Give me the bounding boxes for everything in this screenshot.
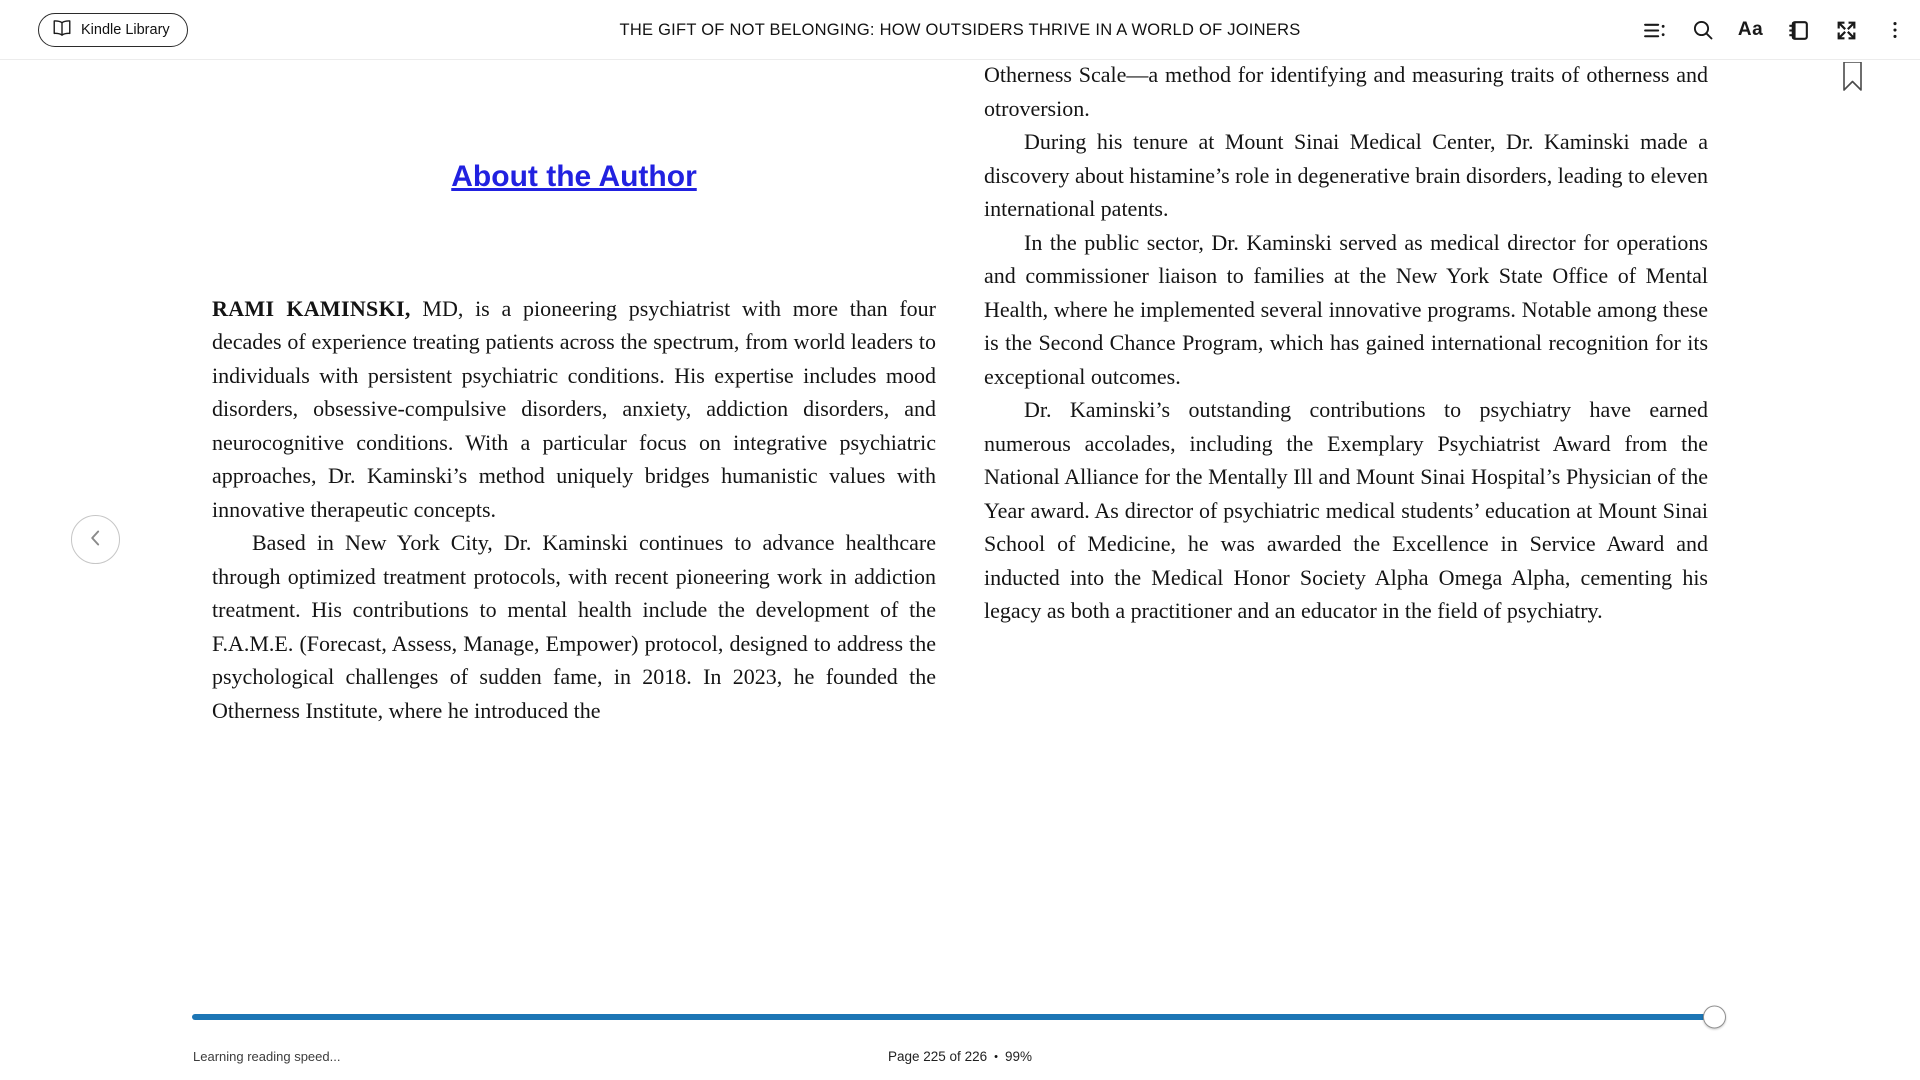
about-the-author-link[interactable]: About the Author	[451, 160, 697, 193]
previous-page-button[interactable]	[71, 515, 120, 564]
paragraph-author-intro	[212, 292, 936, 527]
kindle-library-label: Kindle Library	[81, 22, 170, 38]
paragraph-based-in-ny: Based in New York City, Dr. Kaminski continues to advance healthcare through optimized treatment protocols, with recent pioneering work in addiction treatment. His contributions to mental health include the development of the F.A.M.E. (Forecast, Assess, Manage, Empower) protocol, designed to address the psychological challenges of sudden fame, in 2018. In 2023, he founded the Otherness Institute, where he introduced the	[212, 530, 936, 723]
page-info	[0, 1049, 1920, 1064]
right-page-column	[984, 58, 1708, 628]
author-intro-text: MD, is a pioneering psychiatrist with more than four decades of experience treating patients across the spectrum, from world leaders to individuals with persistent psychiatric conditions. His expertise includes mood disorders, obsessive-compulsive disorders, anxiety, addiction disorders, and neurocognitive conditions. With a particular focus on integrative psychiatric approaches, Dr. Kaminski’s method uniquely bridges humanistic values with innovative therapeutic concepts.	[212, 295, 936, 522]
page-number-label: Page 225 of 226	[888, 1049, 988, 1064]
progress-slider-thumb[interactable]	[1703, 1006, 1726, 1029]
left-page-column	[212, 160, 936, 727]
left-page-body	[212, 292, 936, 728]
kindle-library-button[interactable]	[38, 13, 188, 47]
open-book-icon	[52, 19, 72, 41]
reader-toolbar	[1641, 0, 1908, 60]
aa-icon: Aa	[1737, 19, 1764, 40]
paragraph-accolades: Dr. Kaminski’s outstanding contributions to psychiatry have earned numerous accolades, including the Exemplary Psychiatrist Award from the National Alliance for the Mentally Ill and Mount Sinai Hospital’s Physician of the Year award. As director of psychiatric medical students’ education at Mount Sinai School of Medicine, he was awarded the Excellence in Service Award and inducted into the Medical Honor Society Alpha Omega Alpha, cementing his legacy as both a practitioner and an educator in the field of psychiatry.	[984, 397, 1708, 623]
chevron-left-icon	[83, 525, 109, 554]
bookmark-icon[interactable]	[1842, 62, 1863, 97]
paragraph-mount-sinai-tenure: During his tenure at Mount Sinai Medical Center, Dr. Kaminski made a discovery about histamine’s role in degenerative brain disorders, leading to eleven international patents.	[984, 129, 1708, 221]
reading-progress-bar[interactable]	[192, 1014, 1730, 1020]
book-title: THE GIFT OF NOT BELONGING: HOW OUTSIDERS THRIVE IN A WORLD OF JOINERS	[619, 20, 1301, 39]
dot-separator: •	[994, 1051, 998, 1063]
paragraph-public-sector: In the public sector, Dr. Kaminski served as medical director for operations and commissioner liaison to families at the New York State Office of Mental Health, where he implemented several innovative programs. Notable among these is the Second Chance Program, which has gained international recognition for its exceptional outcomes.	[984, 229, 1708, 389]
page-layout-button[interactable]	[1785, 17, 1812, 44]
fullscreen-button[interactable]	[1833, 17, 1860, 44]
percent-read-label: 99%	[1004, 1049, 1032, 1064]
chapter-heading	[212, 160, 936, 196]
top-bar	[0, 0, 1920, 60]
search-button[interactable]	[1689, 17, 1716, 44]
author-name-lead: RAMI KAMINSKI,	[212, 295, 411, 321]
table-of-contents-button[interactable]	[1641, 17, 1668, 44]
more-options-button[interactable]	[1881, 17, 1908, 44]
font-settings-button[interactable]	[1737, 17, 1764, 44]
progress-fill	[192, 1014, 1715, 1020]
reading-speed-status: Learning reading speed...	[193, 1049, 341, 1064]
paragraph-otherness-scale: Otherness Scale—a method for identifying and measuring traits of otherness and otroversion.	[984, 62, 1708, 121]
